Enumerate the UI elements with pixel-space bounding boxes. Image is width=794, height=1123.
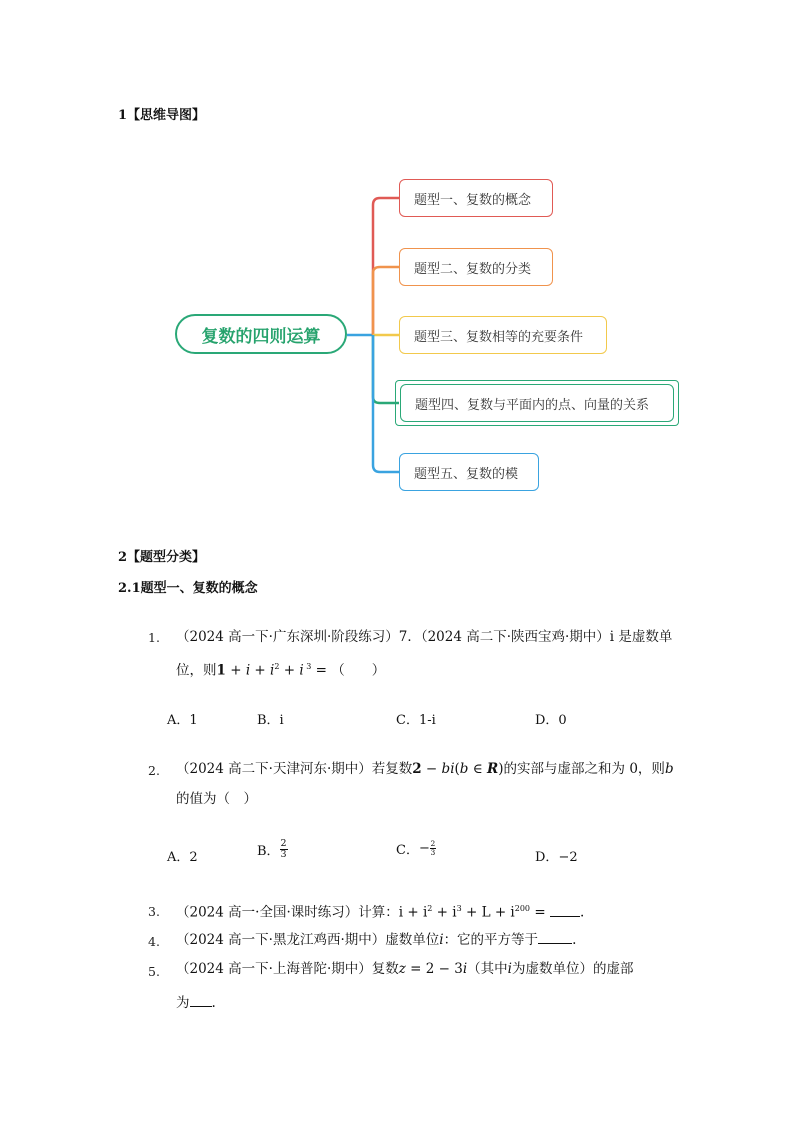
option-c: C．1-i	[396, 713, 436, 728]
mindmap-node-4: 题型四、复数与平面内的点、向量的关系	[400, 384, 674, 422]
mindmap-heading: 1【思维导图】	[118, 108, 206, 123]
mindmap-node-1: 题型一、复数的概念	[399, 179, 553, 217]
question-number: 3.	[148, 904, 160, 919]
question-3-text: （2024 高一·全国·课时练习）计算：$i + i^2 + i^3 + L + i^{200}$ = .	[176, 899, 584, 923]
option-a: A．1	[167, 713, 198, 728]
mindmap-node-5: 题型五、复数的模	[399, 453, 539, 491]
option-c: C．− $\frac{2}{3}$	[396, 839, 436, 858]
question-5-line1: （2024 高一下·上海普陀·期中）复数z = 2 − 3i（其中i为虚数单位）的虚部	[176, 961, 634, 977]
option-d: D．−2	[535, 850, 578, 865]
mindmap-node-3: 题型三、复数相等的充要条件	[399, 316, 607, 354]
mindmap-node-2: 题型二、复数的分类	[399, 248, 553, 286]
question-1-line2: 位，则$1 + i + i^2 + i$ $^3$ = （ ）	[176, 662, 386, 679]
subsection-heading: 2.1题型一、复数的概念	[118, 581, 258, 596]
question-number: 5.	[148, 964, 160, 979]
question-number: 1.	[148, 630, 160, 645]
question-2-line1: （2024 高二下·天津河东·期中）若复数2 − bi(b ∈ R)的实部与虚部之和为 0，则b	[176, 761, 674, 777]
types-heading: 2【题型分类】	[118, 550, 206, 565]
option-d: D．0	[535, 713, 567, 728]
mindmap-connectors	[0, 0, 794, 520]
question-1-line1: （2024 高一下·广东深圳·阶段练习）7．（2024 高二下·陕西宝鸡·期中）i 是虚数单	[176, 629, 673, 645]
question-5-line2: 为 .	[176, 992, 216, 1013]
option-b: B．i	[257, 713, 284, 728]
mindmap-center-node: 复数的四则运算	[175, 314, 347, 354]
question-number: 4.	[148, 934, 160, 949]
question-2-line2: 的值为（ ）	[176, 791, 257, 807]
question-4-text: （2024 高一下·黑龙江鸡西·期中）虚数单位i：它的平方等于 .	[176, 929, 576, 950]
option-b: B． $\frac{2}{3}$	[257, 838, 287, 860]
option-a: A．2	[167, 850, 198, 865]
question-number: 2.	[148, 763, 160, 778]
